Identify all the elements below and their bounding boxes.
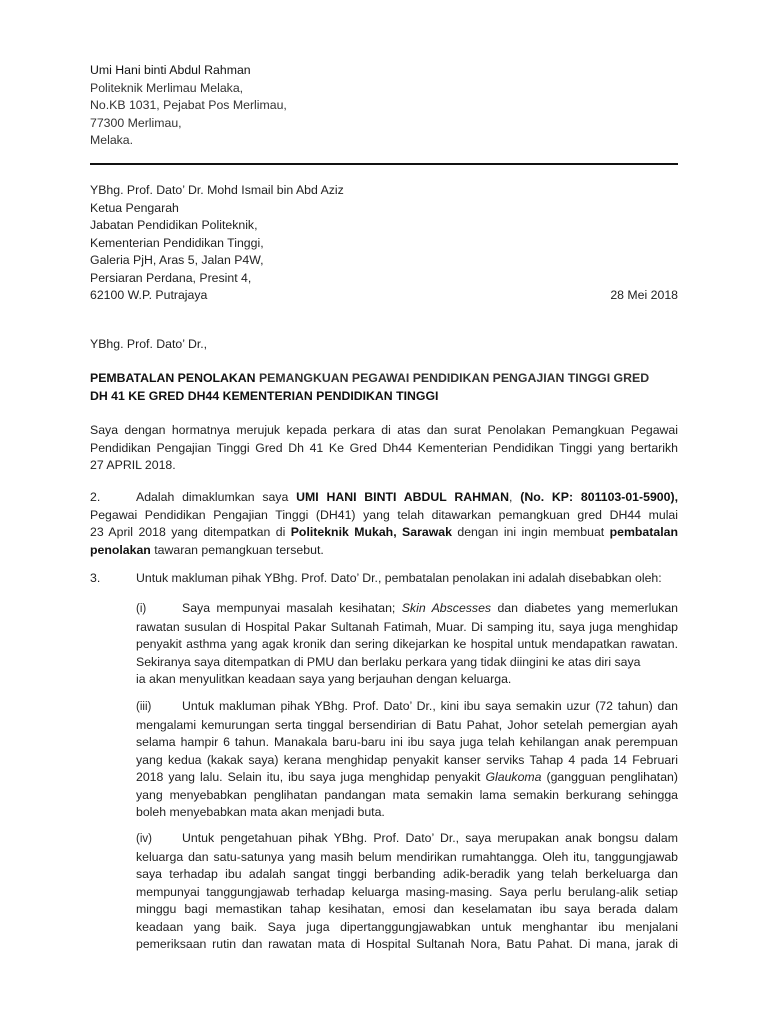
paragraph-line: 27 APRIL 2018.	[90, 458, 176, 472]
reason-tag: (iii)	[136, 701, 152, 713]
reason-item-iv	[136, 830, 678, 954]
reason-line	[136, 830, 678, 849]
letterhead-divider	[90, 163, 678, 165]
reason-line	[136, 698, 678, 717]
paragraph-line: Pendidikan Pengajian Tinggi Gred Dh 41 Ke Gred Dh44 Kementerian Pendidikan Tinggi yang bertarikh	[90, 440, 678, 455]
letter-date: 28 Mei 2018	[610, 288, 678, 302]
reason-line: keadaan yang baik. Saya juga dipertanggungjawabkan untuk menghantar ibu menjalani	[136, 919, 678, 934]
text-run: dan diabetes yang memerlukan	[491, 601, 678, 615]
paragraph-2	[90, 489, 678, 559]
recipient-line-with-date	[90, 287, 678, 305]
italic-term: Skin Abscesses	[401, 601, 492, 615]
subject-line-2: DH 41 KE GRED DH44 KEMENTERIAN PENDIDIKAN TINGGI	[90, 388, 439, 403]
subject-bold-part: PEMBATALAN PENOLAKAN	[90, 371, 259, 385]
recipient-line: Ketua Pengarah	[90, 200, 179, 215]
reason-line	[136, 600, 678, 619]
placement-location: Politeknik Mukah, Sarawak	[290, 525, 452, 539]
recipient-line: 62100 W.P. Putrajaya	[90, 288, 208, 302]
text-run: dengan ini ingin membuat	[451, 525, 610, 539]
reason-line: penyakit asthma yang agak kronik dan sering dikejarkan ke hospital untuk mendapatkan rawatan.	[136, 637, 678, 651]
reason-line: mengalami kemurungan serta tinggal bersendirian di Batu Pahat, Johor setelah pemergian ayah	[136, 717, 678, 732]
italic-term: Glaukoma	[485, 770, 542, 784]
reason-tag: (i)	[136, 603, 147, 615]
paragraph-3	[90, 570, 678, 588]
sender-address-line: No.KB 1031, Pejabat Pos Merlimau,	[90, 98, 287, 112]
paragraph-line	[90, 489, 678, 507]
paragraph-line	[90, 570, 678, 588]
paragraph-line	[90, 542, 678, 560]
paragraph-line: Saya dengan hormatnya merujuk kepada perkara di atas dan surat Penolakan Pemangkuan Pegawai	[90, 423, 678, 437]
reason-line: Sekiranya saya ditempatkan di PMU dan berlaku perkara yang tidak diingini ke atas diri saya	[136, 654, 641, 669]
reason-line: boleh menyebabkan mata akan menjadi buta.	[136, 805, 385, 819]
text-run: tawaran pemangkuan tersebut.	[150, 542, 324, 557]
reason-line: selama hampir 6 tahun. Manakala baru-baru ini ibu saya juga telah kehilangan anak perempuan	[136, 735, 678, 749]
ic-number: (No. KP: 801103-01-5900),	[520, 490, 678, 504]
reason-line: rawatan susulan di Hospital Pakar Sultanah Fatimah, Muar. Di samping itu, saya juga menghidap	[136, 619, 678, 634]
recipient-line: Galeria PjH, Aras 5, Jalan P4W,	[90, 253, 264, 267]
text-run: Adalah dimaklumkan saya	[136, 490, 297, 504]
sender-address-line: 77300 Merlimau,	[90, 115, 182, 130]
reason-item-iii	[136, 698, 678, 822]
sender-address-line: Politeknik Merlimau Melaka,	[90, 80, 244, 95]
reason-line: mempunyai tanggungjawab terhadap keluarga masing-masing. Saya perlu berulang-alik setiap	[136, 884, 678, 899]
reason-line: minggu bagi memastikan tahap kesihatan, emosi dan keselamatan ibu saya berada dalam	[136, 902, 678, 916]
text-run: 2018 yang lalu. Selain itu, ibu saya juga menghidap penyakit	[136, 770, 486, 784]
text-run: Saya mempunyai masalah kesihatan;	[182, 601, 402, 615]
subject-part: PEMANGKUAN PEGAWAI PENDIDIKAN PENGAJIAN TINGGI GRED	[258, 371, 650, 385]
salutation	[90, 336, 678, 354]
text-run: Untuk makluman pihak YBhg. Prof. Dato’ Dr., kini ibu saya semakin uzur (72 tahun) dan	[182, 699, 678, 713]
paragraph-number: 3.	[90, 571, 101, 585]
reason-line: keluarga dan satu-satunya yang masih belum mendirikan rumahtangga. Oleh itu, tanggungjawab	[136, 849, 678, 864]
recipient-line: Persiaran Perdana, Presint 4,	[90, 270, 252, 285]
reason-tag: (iv)	[136, 833, 152, 845]
reason-line: yang kedua (kakak saya) kerana menghidap penyakit kanser serviks Tahap 4 pada 14 Februari	[136, 752, 678, 767]
bold-run: pembatalan	[609, 525, 678, 539]
reason-line: yang menyebabkan penglihatan pandangan mata semakin lama semakin berkurang sehingga	[136, 787, 678, 802]
recipient-line: Jabatan Pendidikan Politeknik,	[90, 218, 258, 232]
bold-run: penolakan	[90, 542, 151, 557]
paragraph-number: 2.	[90, 490, 101, 504]
paragraph-1	[90, 422, 678, 475]
salutation-text: YBhg. Prof. Dato’ Dr.,	[90, 337, 208, 351]
sender-name: Umi Hani binti Abdul Rahman	[90, 63, 251, 77]
reason-item-i	[136, 600, 678, 689]
reason-line	[136, 769, 678, 787]
recipient-line: Kementerian Pendidikan Tinggi,	[90, 235, 264, 250]
text-run: (gangguan penglihatan)	[541, 770, 678, 784]
subject-heading	[90, 370, 678, 405]
sender-address-block	[90, 62, 678, 150]
reason-line: pemeriksaan rutin dan rawatan mata di Hospital Sultanah Nora, Batu Pahat. Di mana, jarak di	[136, 937, 678, 951]
reason-line: ia akan menyulitkan keadaan saya yang berjauhan dengan keluarga.	[136, 672, 512, 686]
paragraph-line	[90, 524, 678, 542]
subject-line-1	[90, 370, 678, 388]
text-run: Untuk pengetahuan pihak YBhg. Prof. Dato’ Dr., saya merupakan anak bongsu dalam	[182, 831, 678, 845]
recipient-address-block	[90, 182, 678, 305]
text-run: Untuk makluman pihak YBhg. Prof. Dato’ Dr., pembatalan penolakan ini adalah disebabkan oleh:	[136, 571, 662, 585]
paragraph-line: Pegawai Pendidikan Pengajian Tinggi (DH41) yang telah ditawarkan pemangkuan gred DH44 mulai	[90, 507, 678, 522]
text-run: ,	[509, 490, 521, 504]
recipient-line: YBhg. Prof. Dato’ Dr. Mohd Ismail bin Abd Aziz	[90, 183, 344, 197]
reason-line: saya terhadap ibu adalah sangat tinggi berbanding adik-beradik yang telah berkeluarga dan	[136, 867, 678, 881]
applicant-name: UMI HANI BINTI ABDUL RAHMAN	[296, 490, 509, 504]
text-run: 23 April 2018 yang ditempatkan di	[90, 525, 291, 539]
sender-address-line: Melaka.	[90, 133, 134, 147]
